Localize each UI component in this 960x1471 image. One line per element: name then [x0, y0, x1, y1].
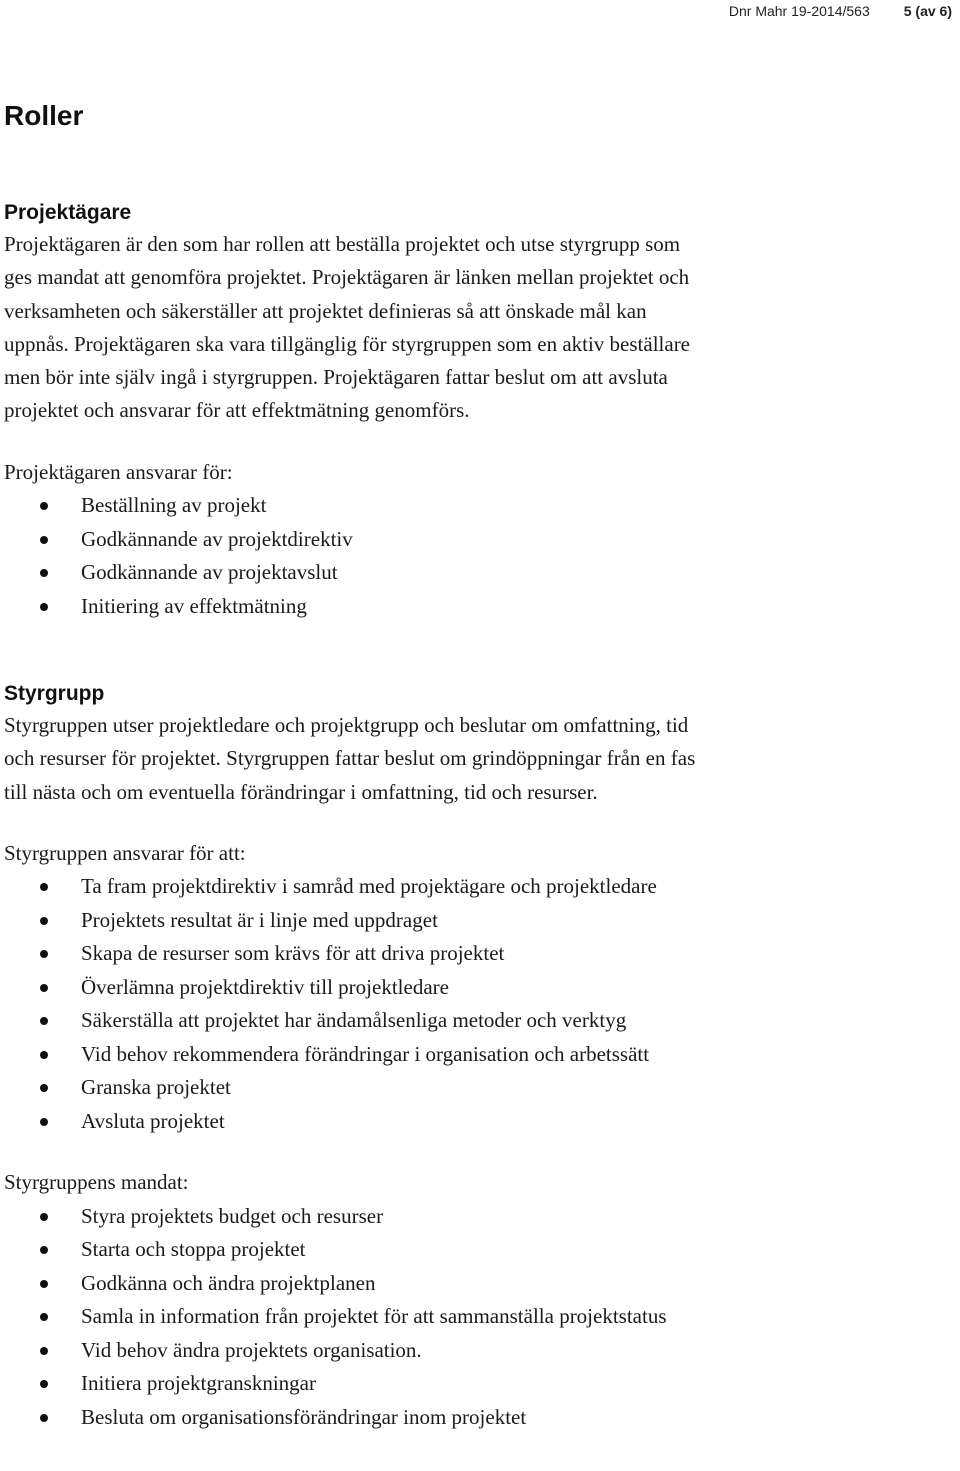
list-item: Beställning av projekt	[4, 489, 804, 523]
projektagare-responsibilities-list	[4, 489, 804, 623]
styrgrupp-mandate-list	[4, 1200, 804, 1435]
projektagare-list-intro: Projektägaren ansvarar för:	[4, 459, 233, 484]
document-body	[4, 96, 804, 1434]
paragraph-line: och resurser för projektet. Styrgruppen fattar beslut om grindöppningar från en fas	[4, 746, 696, 771]
list-item: Initiering av effektmätning	[4, 590, 804, 624]
paragraph-line: Styrgruppen utser projektledare och projektgrupp och beslutar om omfattning, tid	[4, 713, 689, 738]
list-item: Avsluta projektet	[4, 1105, 804, 1139]
list-item: Granska projektet	[4, 1071, 804, 1105]
list-item: Godkännande av projektdirektiv	[4, 523, 804, 557]
paragraph-line: till nästa och om eventuella förändringar i omfattning, tid och resurser.	[4, 779, 598, 804]
list-item: Projektets resultat är i linje med uppdraget	[4, 904, 804, 938]
paragraph-line: verksamheten och säkerställer att projektet definieras så att önskade mål kan	[4, 298, 647, 323]
list-item: Vid behov rekommendera förändringar i organisation och arbetssätt	[4, 1038, 804, 1072]
list-item: Initiera projektgranskningar	[4, 1367, 804, 1401]
projektagare-paragraph	[4, 228, 804, 428]
list-item: Samla in information från projektet för att sammanställa projektstatus	[4, 1300, 804, 1334]
list-item: Säkerställa att projektet har ändamålsenliga metoder och verktyg	[4, 1004, 804, 1038]
list-item: Ta fram projektdirektiv i samråd med projektägare och projektledare	[4, 870, 804, 904]
styrgrupp-responsibilities-list	[4, 870, 804, 1138]
paragraph-line: Projektägaren är den som har rollen att beställa projektet och utse styrgrupp som	[4, 232, 681, 256]
list-item: Skapa de resurser som krävs för att driva projektet	[4, 937, 804, 971]
list-item: Styra projektets budget och resurser	[4, 1200, 804, 1234]
list-item: Godkänna och ändra projektplanen	[4, 1267, 804, 1301]
list-item: Överlämna projektdirektiv till projektledare	[4, 971, 804, 1005]
document-reference: Dnr Mahr 19-2014/563	[728, 3, 870, 19]
styrgrupp-mandate-intro: Styrgruppens mandat:	[4, 1170, 189, 1195]
paragraph-line: men bör inte själv ingå i styrgruppen. Projektägaren fattar beslut om att avsluta	[4, 365, 668, 390]
list-item: Starta och stoppa projektet	[4, 1233, 804, 1267]
page-title: Roller	[4, 100, 84, 131]
paragraph-line: ges mandat att genomföra projektet. Projektägaren är länken mellan projektet och	[4, 265, 690, 290]
styrgrupp-paragraph	[4, 709, 804, 809]
styrgrupp-list-intro: Styrgruppen ansvarar för att:	[4, 840, 246, 865]
section-heading-styrgrupp: Styrgrupp	[4, 682, 105, 706]
section-heading-projektagare: Projektägare	[4, 201, 132, 224]
paragraph-line: uppnås. Projektägaren ska vara tillgänglig för styrgruppen som en aktiv beställare	[4, 331, 691, 356]
list-item: Besluta om organisationsförändringar inom projektet	[4, 1401, 804, 1435]
list-item: Vid behov ändra projektets organisation.	[4, 1334, 804, 1368]
page-number: 5 (av 6)	[903, 3, 952, 19]
paragraph-line: projektet och ansvarar för att effektmätning genomförs.	[4, 398, 470, 423]
page-header	[729, 2, 952, 20]
list-item: Godkännande av projektavslut	[4, 556, 804, 590]
